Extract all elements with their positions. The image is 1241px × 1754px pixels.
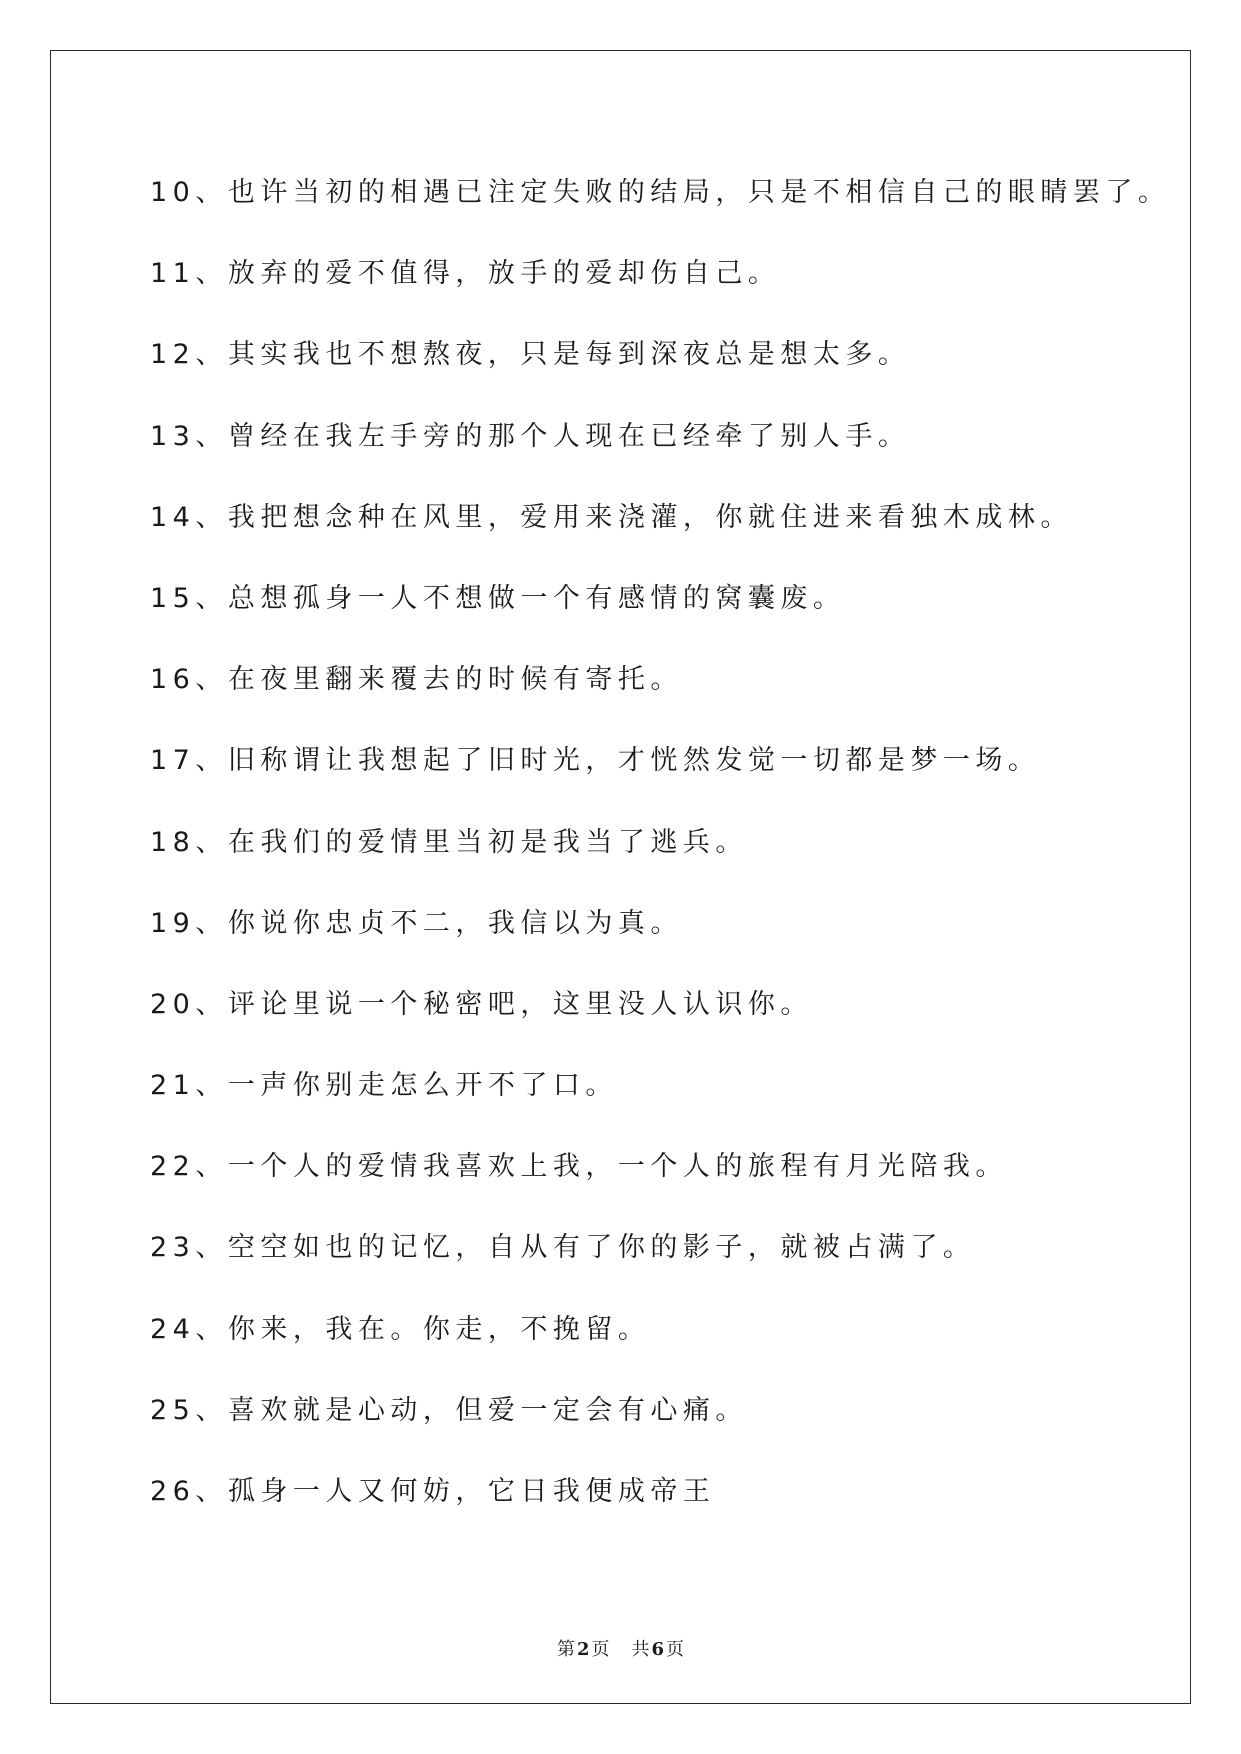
text-line: 24、你来，我在。你走，不挽留。 — [150, 1313, 651, 1345]
text-line: 15、总想孤身一人不想做一个有感情的窝囊废。 — [150, 582, 846, 614]
text-line: 10、也许当初的相遇已注定失败的结局，只是不相信自己的眼睛罢了。 — [150, 177, 1171, 208]
text-line: 21、一声你别走怎么开不了口。 — [150, 1070, 618, 1102]
text-line: 16、在夜里翻来覆去的时候有寄托。 — [150, 664, 683, 696]
text-line: 23、空空如也的记忆，自从有了你的影子，就被占满了。 — [150, 1232, 976, 1264]
text-line: 19、你说你忠贞不二，我信以为真。 — [150, 907, 683, 939]
total-pages: 6 — [651, 1639, 665, 1660]
text-line: 13、曾经在我左手旁的那个人现在已经牵了别人手。 — [150, 420, 911, 452]
text-line: 22、一个人的爱情我喜欢上我，一个人的旅程有月光陪我。 — [150, 1151, 1008, 1183]
total-label-prefix: 共 — [631, 1639, 650, 1660]
text-lines — [150, 168, 1170, 1548]
page-label-suffix: 页 — [591, 1639, 610, 1660]
text-line: 14、我把想念种在风里，爱用来浇灌，你就住进来看独木成林。 — [150, 501, 1073, 533]
page-number: 2 — [576, 1639, 590, 1660]
page-footer — [0, 1635, 1241, 1661]
page-label-prefix: 第 — [556, 1639, 575, 1660]
text-line: 18、在我们的爱情里当初是我当了逃兵。 — [150, 826, 748, 858]
text-line: 20、评论里说一个秘密吧，这里没人认识你。 — [150, 988, 813, 1020]
text-line: 26、孤身一人又何妨，它日我便成帝王 — [150, 1476, 716, 1507]
text-line: 12、其实我也不想熬夜，只是每到深夜总是想太多。 — [150, 339, 911, 371]
text-line: 25、喜欢就是心动，但爱一定会有心痛。 — [150, 1394, 748, 1426]
text-line: 11、放弃的爱不值得，放手的爱却伤自己。 — [150, 258, 781, 290]
text-line: 17、旧称谓让我想起了旧时光，才恍然发觉一切都是梦一场。 — [150, 745, 1041, 777]
total-label-suffix: 页 — [666, 1639, 685, 1660]
